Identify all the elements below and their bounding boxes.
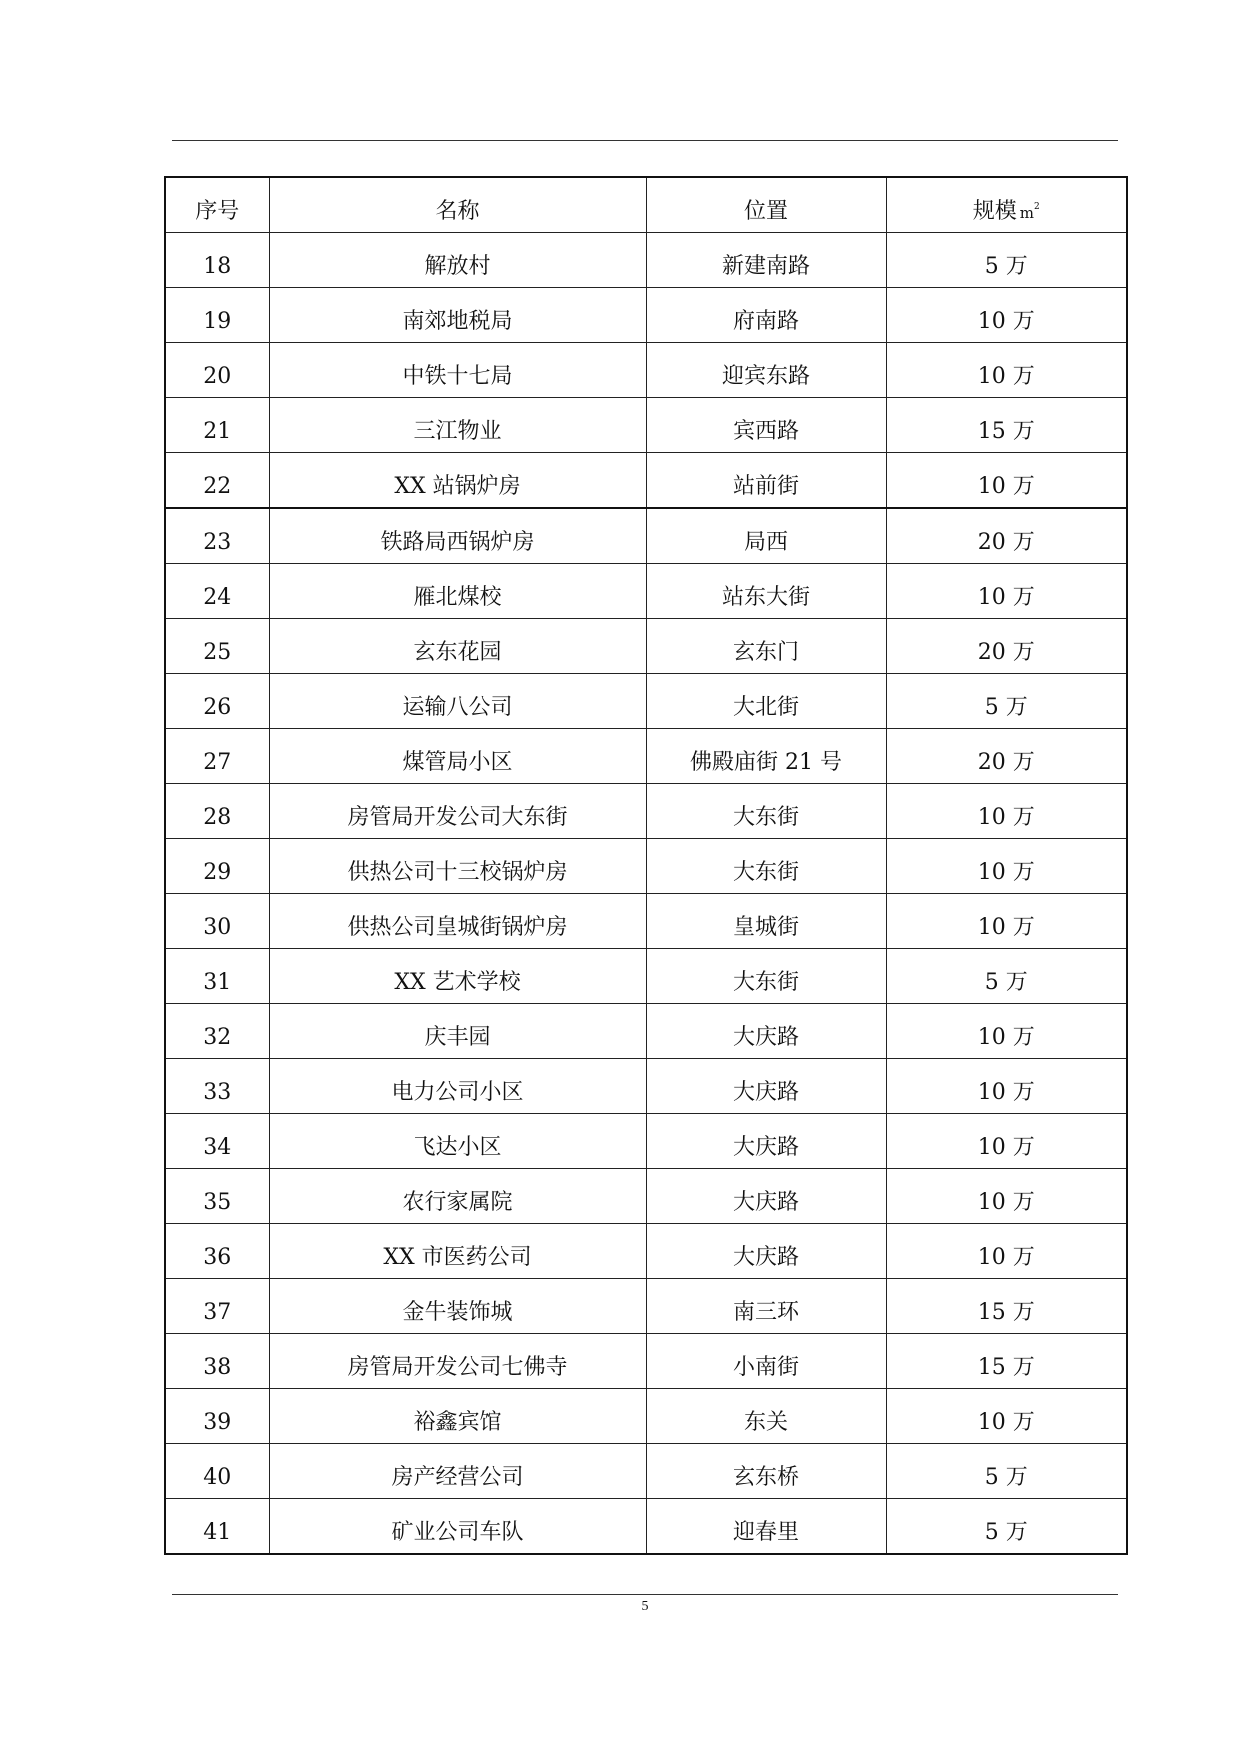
table-row: [165, 1334, 1127, 1389]
cell-name: 农行家属院: [269, 1169, 646, 1224]
table-header: [165, 177, 1127, 233]
cell-scale: 10 万: [886, 784, 1127, 839]
cell-no: 34: [165, 1114, 269, 1169]
table-header-row: [165, 177, 1127, 233]
cell-no: 41: [165, 1499, 269, 1555]
cell-location: 玄东桥: [646, 1444, 886, 1499]
table-body: [165, 233, 1127, 1555]
cell-no: 26: [165, 674, 269, 729]
cell-scale: 10 万: [886, 839, 1127, 894]
cell-no: 30: [165, 894, 269, 949]
cell-no: 27: [165, 729, 269, 784]
cell-scale: 10 万: [886, 1114, 1127, 1169]
cell-no: 24: [165, 564, 269, 619]
table-row: [165, 674, 1127, 729]
cell-name: 房管局开发公司七佛寺: [269, 1334, 646, 1389]
table-row: [165, 1444, 1127, 1499]
cell-location: 佛殿庙街 21 号: [646, 729, 886, 784]
cell-no: 31: [165, 949, 269, 1004]
cell-no: 25: [165, 619, 269, 674]
table-row: [165, 619, 1127, 674]
cell-name: 玄东花园: [269, 619, 646, 674]
table-row: [165, 784, 1127, 839]
cell-name: 中铁十七局: [269, 343, 646, 398]
cell-location: 大东街: [646, 949, 886, 1004]
table-row: [165, 1004, 1127, 1059]
table-row: [165, 839, 1127, 894]
cell-scale: 5 万: [886, 1499, 1127, 1555]
footer-rule: [172, 1594, 1118, 1595]
cell-no: 23: [165, 508, 269, 564]
cell-no: 28: [165, 784, 269, 839]
cell-name: 南郊地税局: [269, 288, 646, 343]
table-row: [165, 343, 1127, 398]
cell-no: 37: [165, 1279, 269, 1334]
cell-name: 飞达小区: [269, 1114, 646, 1169]
header-rule: [172, 140, 1118, 141]
cell-location: 大东街: [646, 784, 886, 839]
cell-no: 29: [165, 839, 269, 894]
cell-location: 东关: [646, 1389, 886, 1444]
cell-name: 矿业公司车队: [269, 1499, 646, 1555]
cell-scale: 20 万: [886, 619, 1127, 674]
cell-location: 新建南路: [646, 233, 886, 288]
cell-location: 玄东门: [646, 619, 886, 674]
cell-location: 迎宾东路: [646, 343, 886, 398]
cell-no: 35: [165, 1169, 269, 1224]
cell-name: 房管局开发公司大东街: [269, 784, 646, 839]
cell-name: 裕鑫宾馆: [269, 1389, 646, 1444]
cell-scale: 10 万: [886, 1004, 1127, 1059]
table-row: [165, 1114, 1127, 1169]
table-row: [165, 949, 1127, 1004]
cell-location: 大东街: [646, 839, 886, 894]
table-row: [165, 233, 1127, 288]
table-row: [165, 453, 1127, 509]
table-row: [165, 1224, 1127, 1279]
cell-scale: 5 万: [886, 233, 1127, 288]
cell-no: 22: [165, 453, 269, 509]
table-row: [165, 1389, 1127, 1444]
table-row: [165, 729, 1127, 784]
cell-name: 庆丰园: [269, 1004, 646, 1059]
cell-location: 南三环: [646, 1279, 886, 1334]
cell-location: 大庆路: [646, 1114, 886, 1169]
cell-scale: 10 万: [886, 288, 1127, 343]
cell-scale: 15 万: [886, 398, 1127, 453]
cell-scale: 10 万: [886, 453, 1127, 509]
table-row: [165, 508, 1127, 564]
cell-location: 站前街: [646, 453, 886, 509]
table-row: [165, 564, 1127, 619]
cell-name: XX 市医药公司: [269, 1224, 646, 1279]
cell-no: 39: [165, 1389, 269, 1444]
cell-scale: 10 万: [886, 1389, 1127, 1444]
table-row: [165, 1169, 1127, 1224]
cell-no: 19: [165, 288, 269, 343]
table-row: [165, 1059, 1127, 1114]
cell-scale: 10 万: [886, 343, 1127, 398]
table-row: [165, 1499, 1127, 1555]
table-row: [165, 894, 1127, 949]
table-row: [165, 1279, 1127, 1334]
cell-no: 20: [165, 343, 269, 398]
cell-name: 运输八公司: [269, 674, 646, 729]
cell-name: 电力公司小区: [269, 1059, 646, 1114]
cell-scale: 10 万: [886, 1169, 1127, 1224]
cell-location: 大庆路: [646, 1169, 886, 1224]
cell-location: 府南路: [646, 288, 886, 343]
page-number: 5: [641, 1599, 649, 1614]
scale-unit-superscript: 2: [1034, 202, 1040, 212]
cell-no: 32: [165, 1004, 269, 1059]
cell-name: 三江物业: [269, 398, 646, 453]
table-row: [165, 288, 1127, 343]
cell-scale: 20 万: [886, 508, 1127, 564]
column-header-scale: [886, 177, 1127, 233]
cell-scale: 15 万: [886, 1279, 1127, 1334]
cell-no: 40: [165, 1444, 269, 1499]
cell-location: 大北街: [646, 674, 886, 729]
cell-name: 解放村: [269, 233, 646, 288]
cell-name: 铁路局西锅炉房: [269, 508, 646, 564]
cell-name: XX 艺术学校: [269, 949, 646, 1004]
cell-no: 18: [165, 233, 269, 288]
table-row: [165, 398, 1127, 453]
scale-unit: m: [1019, 204, 1034, 222]
column-header-location: 位置: [646, 177, 886, 233]
heating-sites-table: [164, 176, 1128, 1555]
cell-location: 大庆路: [646, 1004, 886, 1059]
cell-no: 33: [165, 1059, 269, 1114]
cell-scale: 5 万: [886, 949, 1127, 1004]
cell-no: 21: [165, 398, 269, 453]
cell-scale: 5 万: [886, 1444, 1127, 1499]
column-header-no: 序号: [165, 177, 269, 233]
cell-location: 大庆路: [646, 1224, 886, 1279]
cell-scale: 10 万: [886, 564, 1127, 619]
cell-location: 小南街: [646, 1334, 886, 1389]
cell-name: 供热公司十三校锅炉房: [269, 839, 646, 894]
cell-scale: 10 万: [886, 1059, 1127, 1114]
cell-scale: 20 万: [886, 729, 1127, 784]
cell-scale: 10 万: [886, 894, 1127, 949]
cell-name: 供热公司皇城街锅炉房: [269, 894, 646, 949]
cell-name: XX 站锅炉房: [269, 453, 646, 509]
cell-no: 36: [165, 1224, 269, 1279]
cell-no: 38: [165, 1334, 269, 1389]
cell-name: 雁北煤校: [269, 564, 646, 619]
cell-location: 局西: [646, 508, 886, 564]
cell-location: 宾西路: [646, 398, 886, 453]
column-header-name: 名称: [269, 177, 646, 233]
scale-label: 规模: [972, 199, 1017, 224]
cell-location: 迎春里: [646, 1499, 886, 1555]
cell-name: 金牛装饰城: [269, 1279, 646, 1334]
cell-name: 煤管局小区: [269, 729, 646, 784]
cell-name: 房产经营公司: [269, 1444, 646, 1499]
cell-scale: 5 万: [886, 674, 1127, 729]
cell-scale: 10 万: [886, 1224, 1127, 1279]
cell-location: 站东大街: [646, 564, 886, 619]
cell-scale: 15 万: [886, 1334, 1127, 1389]
cell-location: 大庆路: [646, 1059, 886, 1114]
cell-location: 皇城街: [646, 894, 886, 949]
